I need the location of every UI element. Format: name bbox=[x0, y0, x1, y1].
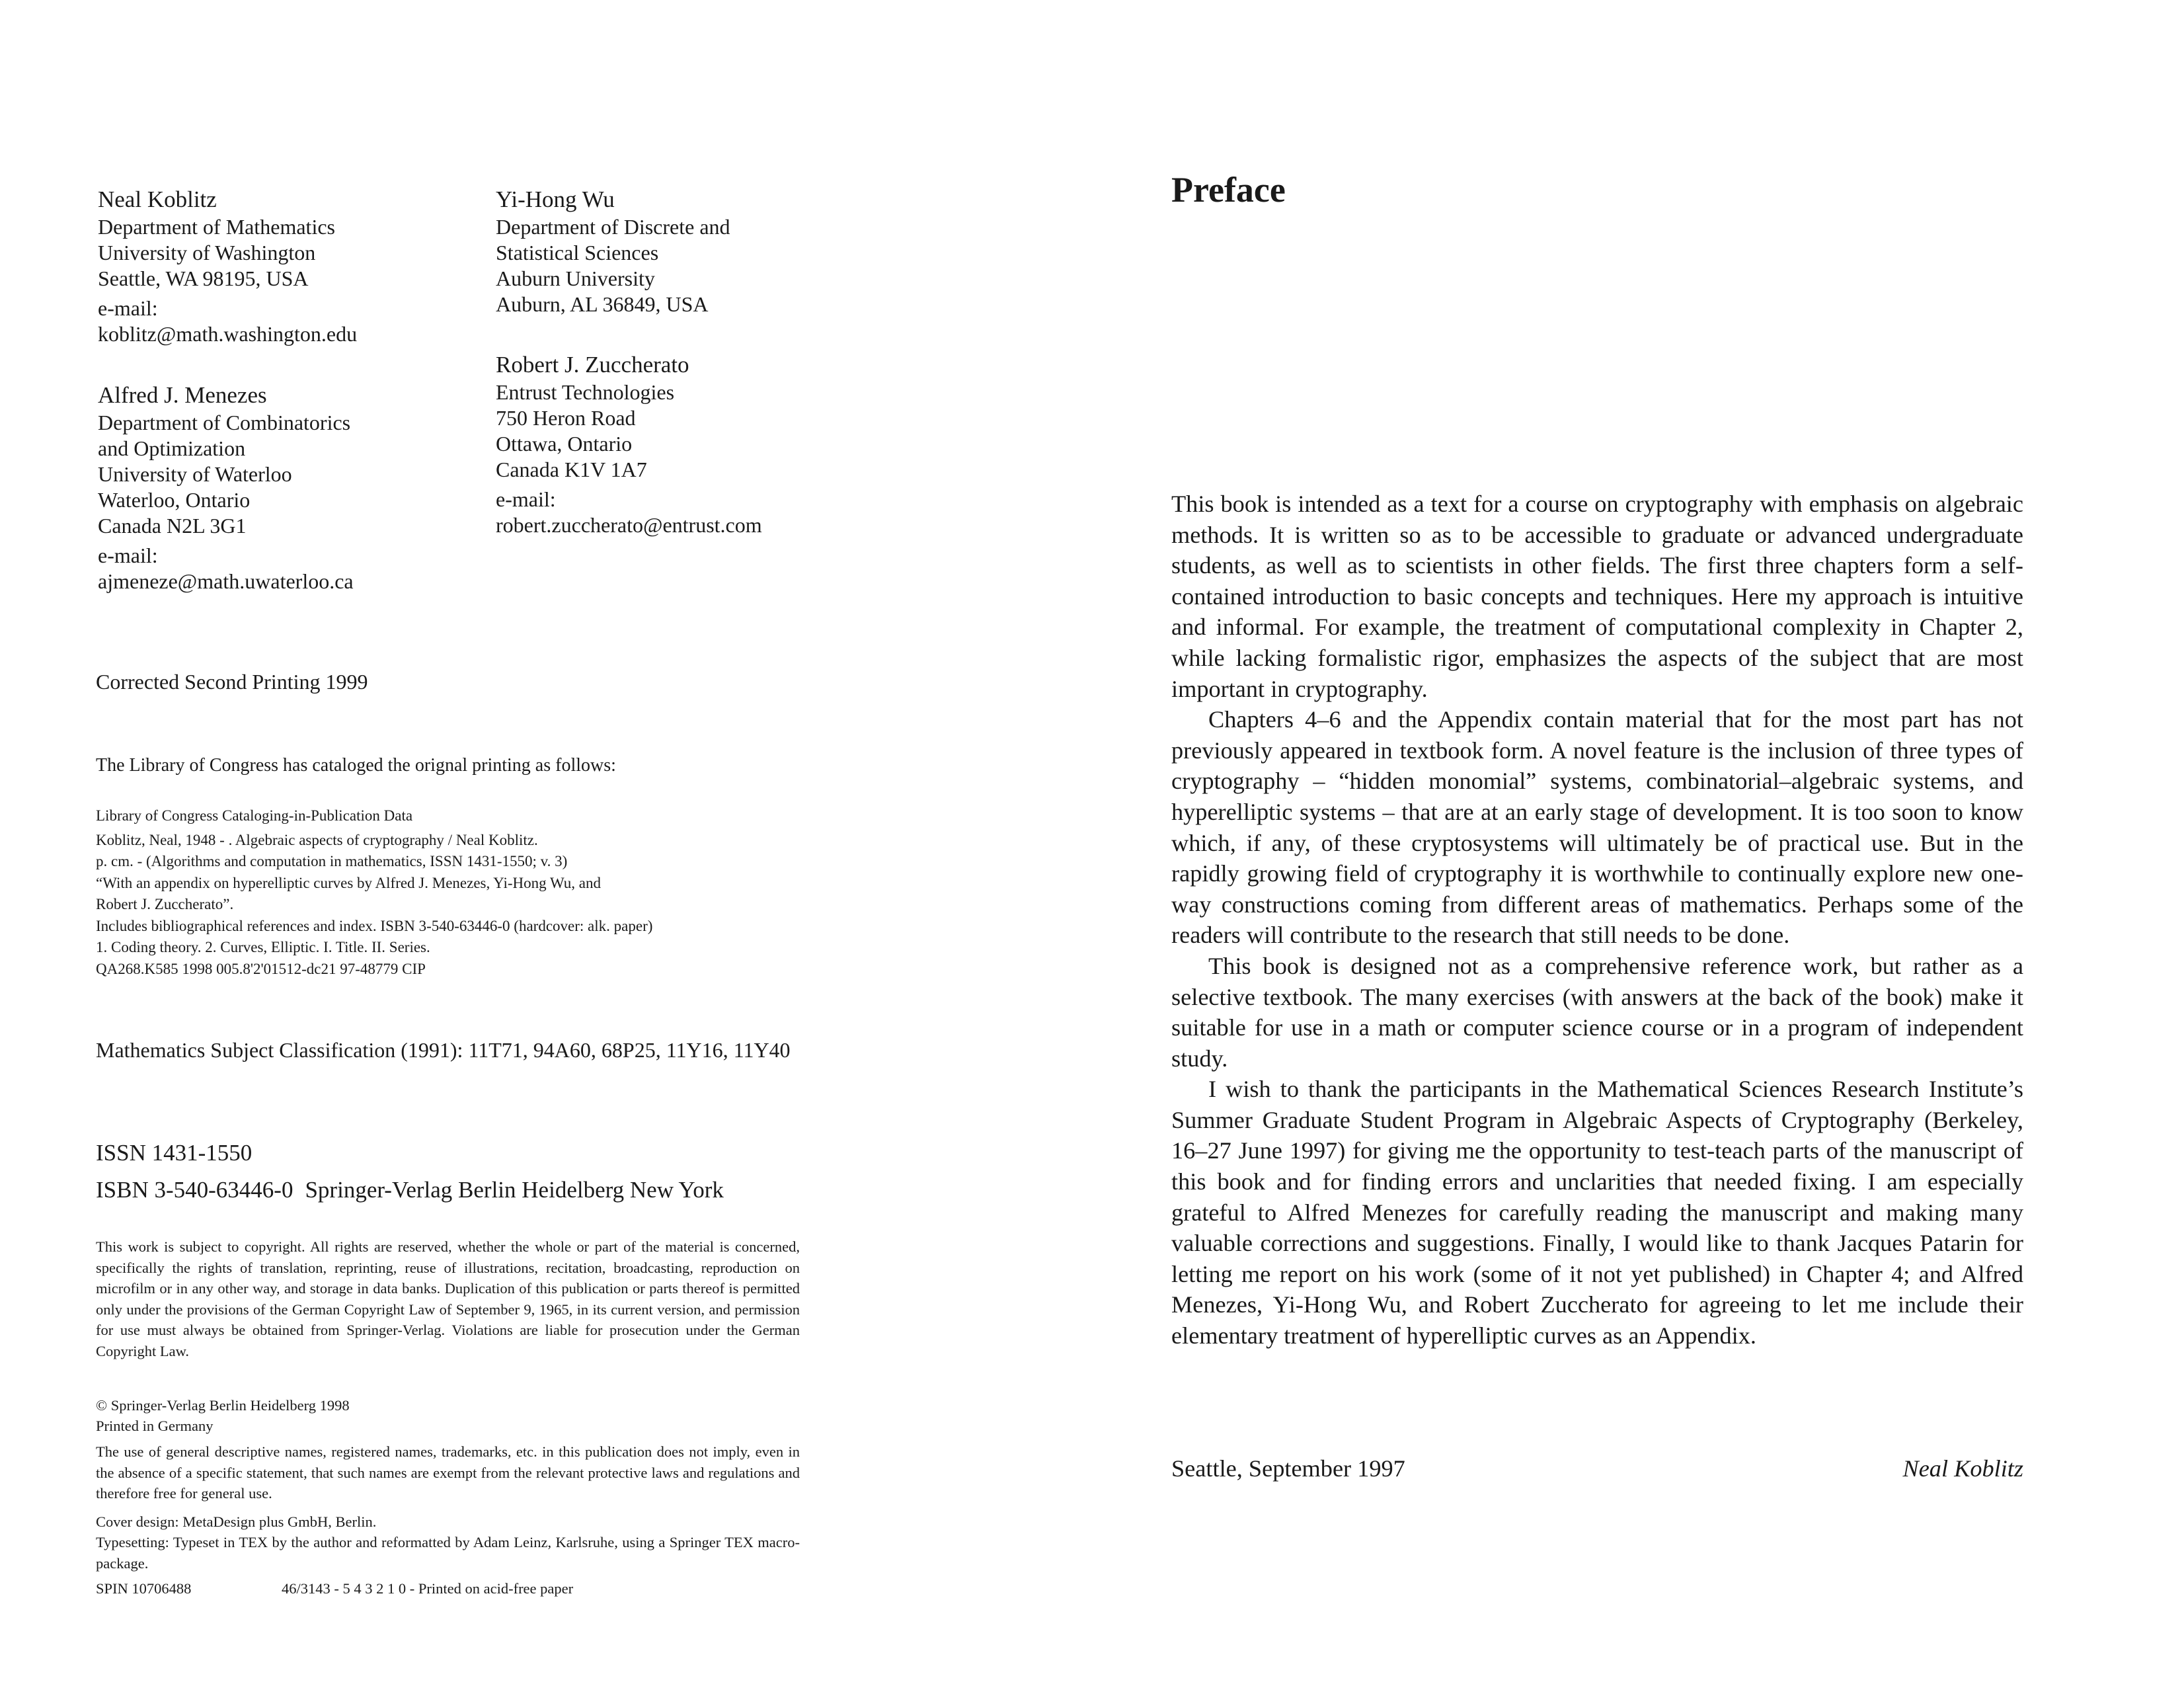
author-address-line: Seattle, WA 98195, USA bbox=[98, 266, 309, 290]
author-block-koblitz bbox=[98, 185, 468, 347]
author-block-wu bbox=[496, 185, 866, 317]
cover-design: Cover design: MetaDesign plus GmbH, Berlin. bbox=[96, 1513, 377, 1530]
preface-page bbox=[1092, 0, 2184, 1686]
cip-data bbox=[96, 805, 823, 980]
author-address-line: University of Washington bbox=[98, 241, 316, 264]
author-address-line: Auburn, AL 36849, USA bbox=[496, 292, 709, 316]
cip-line: Library of Congress Cataloging-in-Publication Data bbox=[96, 807, 413, 824]
signoff bbox=[1171, 1453, 2023, 1484]
author-address-line: Canada K1V 1A7 bbox=[496, 458, 647, 481]
author-address-line: Department of Discrete and bbox=[496, 215, 730, 239]
author-address-line: Department of Combinatorics bbox=[98, 411, 351, 434]
author-block-zuccherato bbox=[496, 350, 892, 538]
author-address-line: Auburn University bbox=[496, 266, 655, 290]
email-label: e-mail: bbox=[496, 487, 556, 511]
author-email: robert.zuccherato@entrust.com bbox=[496, 513, 762, 537]
author-address-line: Entrust Technologies bbox=[496, 380, 675, 404]
author-name: Neal Koblitz bbox=[98, 186, 217, 212]
publisher-imprint: Springer-Verlag Berlin Heidelberg New York bbox=[305, 1177, 724, 1203]
author-address-line: Ottawa, Ontario bbox=[496, 432, 633, 456]
cip-line: “With an appendix on hyperelliptic curves by Alfred J. Menezes, Yi-Hong Wu, and bbox=[96, 874, 601, 891]
page-title: Preface bbox=[1171, 170, 1286, 210]
preface-paragraph: Chapters 4–6 and the Appendix contain material that for the most part has not previously appeared in textbook form. A novel feature is the inclusion of three types of cryptography – “hidden monomial” systems, combinatorial–algebraic systems, and hyperelliptic systems – that are at an early stage of development. It is too soon to know which, if any, of these cryptosystems will ultimately be of practical use. But in the rapidly growing field of cryptography it is worthwhile to continually explore new one-way constructions coming from different areas of mathematics. Perhaps some of the readers will contribute to the research that still needs to be done. bbox=[1171, 706, 2023, 949]
cip-line: QA268.K585 1998 005.8'2'01512-dc21 97-48779 CIP bbox=[96, 960, 426, 977]
author-address-line: and Optimization bbox=[98, 436, 246, 460]
isbn-number: ISBN 3-540-63446-0 bbox=[96, 1177, 293, 1203]
subject-classification: Mathematics Subject Classification (1991): 11T71, 94A60, 68P25, 11Y16, 11Y40 bbox=[96, 1038, 791, 1062]
author-name: Alfred J. Menezes bbox=[98, 382, 267, 408]
signoff-place: Seattle, September 1997 bbox=[1171, 1455, 1405, 1482]
author-address-line: 750 Heron Road bbox=[496, 406, 636, 430]
author-address-line: Statistical Sciences bbox=[496, 241, 659, 264]
author-block-menezes bbox=[98, 381, 468, 594]
email-label: e-mail: bbox=[98, 296, 158, 320]
printed-in: Printed in Germany bbox=[96, 1418, 214, 1434]
printing-note: Corrected Second Printing 1999 bbox=[96, 670, 368, 694]
cip-line: Koblitz, Neal, 1948 - . Algebraic aspects of cryptography / Neal Koblitz. bbox=[96, 831, 538, 848]
preface-paragraph: I wish to thank the participants in the Mathematical Sciences Research Institute’s Summer Graduate Student Program in Algebraic Aspects of Cryptography (Berkeley, 16–27 June 1997) for giving me the opportunity to test-teach parts of the manuscript of this book and for finding errors and unclarities that needed fixing. I am especially grateful to Alfred Menezes for carefully reading the manuscript and making many valuable corrections and suggestions. Finally, I would like to thank Jacques Patarin for letting me report on his work (some of it not yet published) in Chapter 4; and Alfred Menezes, Yi-Hong Wu, and Robert Zuccherato for agreeing to let me include their elementary treatment of hyperelliptic curves as an Appendix. bbox=[1171, 1076, 2023, 1349]
spin-number: SPIN 10706488 bbox=[96, 1580, 192, 1597]
isbn-line bbox=[96, 1176, 724, 1205]
author-address-line: Waterloo, Ontario bbox=[98, 488, 251, 512]
cip-line: Includes bibliographical references and index. ISBN 3-540-63446-0 (hardcover: alk. paper) bbox=[96, 917, 653, 934]
library-of-congress-intro: The Library of Congress has cataloged the orignal printing as follows: bbox=[96, 755, 616, 776]
author-name: Yi-Hong Wu bbox=[496, 186, 615, 212]
copyright-notice: This work is subject to copyright. All rights are reserved, whether the whole or part of the material is concerned, specifically the rights of translation, reprinting, reuse of illustrations, recitation, broadcasting, reproduction on microfilm or in any other way, and storage in data banks. Duplication of this publication or parts thereof is permitted only under the provisions of the German Copyright Law of September 9, 1965, in its current version, and permission for use must always be obtained from Springer-Verlag. Violations are liable for prosecution under the German Copyright Law. bbox=[96, 1238, 800, 1359]
typesetting-note: Typesetting: Typeset in TEX by the author and reformatted by Adam Leinz, Karlsruhe, using a Springer TEX macro-package. bbox=[96, 1534, 800, 1572]
email-label: e-mail: bbox=[98, 543, 158, 567]
preface-paragraph: This book is designed not as a comprehensive reference work, but rather as a selective textbook. The many exercises (with answers at the back of the book) make it suitable for use in a math or computer science course or in a program of independent study. bbox=[1171, 952, 2023, 1072]
preface-paragraph: This book is intended as a text for a course on cryptography with emphasis on algebraic methods. It is written so as to be accessible to graduate or advanced undergraduate students, as well as to scientists in other fields. The first three chapters form a self-contained introduction to basic concepts and techniques. Here my approach is intuitive and informal. For example, the treatment of computational complexity in Chapter 2, while lacking formalistic rigor, emphasizes the aspects of the subject that are most important in cryptography. bbox=[1171, 491, 2023, 702]
author-address-line: Department of Mathematics bbox=[98, 215, 335, 239]
cip-line: p. cm. - (Algorithms and computation in mathematics, ISSN 1431-1550; v. 3) bbox=[96, 853, 568, 869]
cip-line: Robert J. Zuccherato”. bbox=[96, 896, 234, 912]
preface-body bbox=[1171, 489, 2023, 1351]
spin-detail: 46/3143 - 5 4 3 2 1 0 - Printed on acid-free paper bbox=[282, 1580, 574, 1597]
signoff-author: Neal Koblitz bbox=[1902, 1455, 2023, 1482]
author-email: koblitz@math.washington.edu bbox=[98, 322, 358, 346]
author-name: Robert J. Zuccherato bbox=[496, 352, 689, 378]
trademark-notice: The use of general descriptive names, registered names, trademarks, etc. in this publication does not imply, even in the absence of a specific statement, that such names are exempt from the relevant protective laws and regulations and therefore free for general use. bbox=[96, 1443, 800, 1502]
issn: ISSN 1431-1550 bbox=[96, 1140, 253, 1166]
author-address-line: University of Waterloo bbox=[98, 462, 292, 486]
cip-line: 1. Coding theory. 2. Curves, Elliptic. I. Title. II. Series. bbox=[96, 939, 430, 955]
copyright-line: © Springer-Verlag Berlin Heidelberg 1998 bbox=[96, 1397, 350, 1414]
author-address-line: Canada N2L 3G1 bbox=[98, 514, 247, 538]
author-email: ajmeneze@math.uwaterloo.ca bbox=[98, 569, 354, 593]
spin-row bbox=[96, 1578, 800, 1599]
